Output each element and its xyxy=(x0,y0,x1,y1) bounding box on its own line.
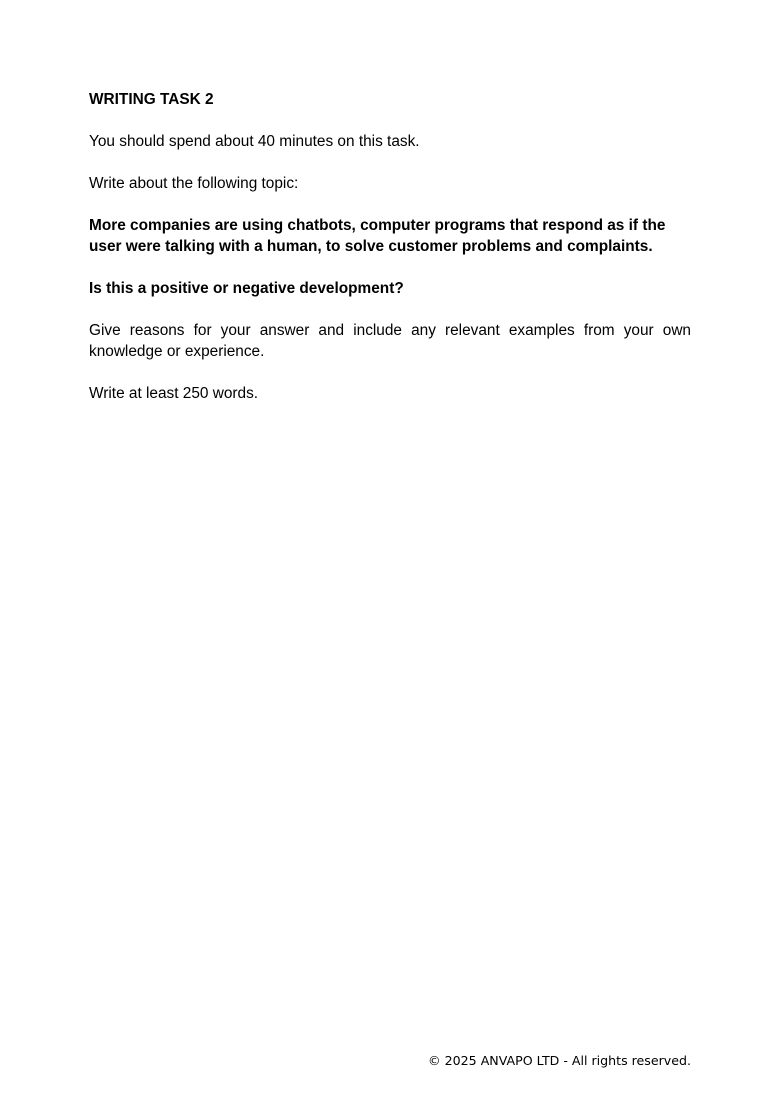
answer-guidance: Give reasons for your answer and include any relevant examples from your own knowledge or experience. xyxy=(89,322,691,360)
topic-instruction: Write about the following topic: xyxy=(89,175,299,192)
task-content xyxy=(89,89,691,425)
time-instruction: You should spend about 40 minutes on this task. xyxy=(89,133,420,150)
essay-prompt: More companies are using chatbots, computer programs that respond as if the user were talking with a human, to solve customer problems and complaints. xyxy=(89,217,666,255)
word-requirement: Write at least 250 words. xyxy=(89,385,259,402)
task-heading: WRITING TASK 2 xyxy=(89,91,214,108)
copyright-footer: © 2025 ANVAPO LTD - All rights reserved. xyxy=(428,1053,691,1068)
essay-question: Is this a positive or negative development? xyxy=(89,280,404,297)
